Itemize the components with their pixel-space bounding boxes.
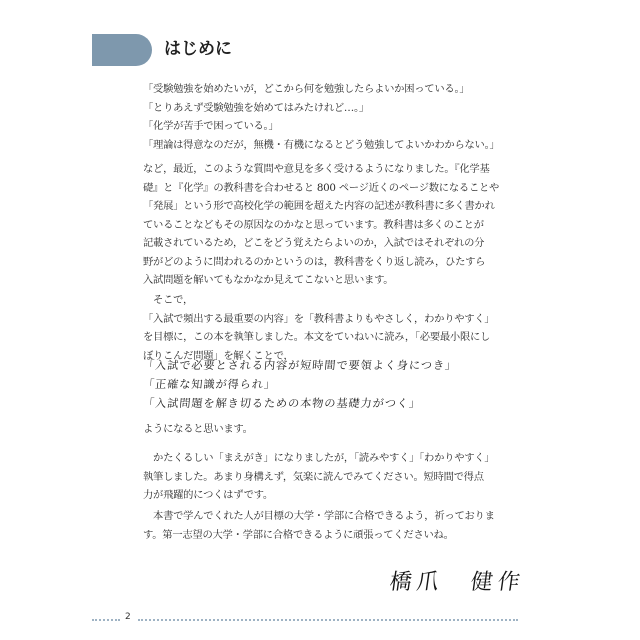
paragraph-line: ようになると思います。 [143, 423, 253, 435]
paragraph-line: 力が飛躍的につくはずです。 [143, 489, 273, 501]
paragraph-line: かたくるしい「まえがき」になりましたが，「読みやすく」「わかりやすく」 [143, 452, 495, 464]
paragraph-line: など，最近，このような質問や意見を多く受けるようになりました。『化学基 [143, 163, 490, 175]
paragraph-purpose [143, 291, 505, 365]
paragraph-line: そこで， [143, 294, 194, 306]
paragraph-line: 「入試で頻出する最重要の内容」を「教科書よりもやさしく，わかりやすく」 [143, 312, 495, 325]
paragraph-line: を目標に，この本を執筆しました。本文をていねいに読み，「必要最小限にし [143, 331, 491, 343]
question-list [143, 80, 505, 154]
paragraph-line: 本書で学んでくれた人が目標の大学・学部に合格できるよう，祈っておりま [143, 510, 495, 522]
paragraph-line: 礎』と『化学』の教科書を合わせると 800 ページ近くのページ数になることや [143, 181, 500, 194]
question-line: 「化学が苦手で困っている。」 [143, 120, 279, 132]
paragraph-line: ぼりこんだ問題」を解くことで， [143, 349, 294, 362]
paragraph-intro [143, 160, 505, 290]
handwritten-line: 「正確な知識が得られ」 [142, 378, 277, 391]
handwritten-line: 「入試問題を解き切るための本物の基礎力がつく」 [142, 397, 422, 410]
paragraph-line: ていることなどもその原因なのかなと思っています。教科書は多くのことが [143, 218, 484, 231]
page-title: はじめに [164, 39, 232, 59]
paragraph-line: 執筆しました。あまり身構えず，気楽に読んでみてください。短時間で得点 [143, 470, 484, 483]
footer-dotted-rule [92, 619, 120, 622]
handwritten-line: 「入試で必要とされる内容が短時間で要領よく身につき」 [142, 359, 458, 372]
footer-dotted-rule [138, 619, 518, 622]
paragraph-reading [143, 449, 505, 505]
paragraph-line: す。第一志望の大学・学部に合格できるように頑張ってくださいね。 [143, 528, 454, 541]
paragraph-line: 記載されているため，どこをどう覚えたらよいのか，入試ではそれぞれの分 [143, 237, 485, 249]
question-line: 「理論は得意なのだが，無機・有機になるとどう勉強してよいかわからない。」 [143, 138, 500, 151]
paragraph-line: 「発展」という形で高校化学の範囲を超えた内容の記述が教科書に多く書かれ [143, 200, 495, 212]
question-line: 「とりあえず受験勉強を始めてはみたけれど…。」 [143, 101, 369, 114]
paragraph-purpose-tail [143, 420, 505, 439]
author-signature: 橋爪 健作 [387, 570, 527, 595]
paragraph-closing [143, 507, 505, 544]
header-accent-tab [92, 34, 152, 66]
page-number: 2 [125, 612, 131, 622]
paragraph-line: 入試問題を解いてもなかなか見えてこないと思います。 [143, 274, 394, 286]
question-line: 「受験勉強を始めたいが，どこから何を勉強したらよいか困っている。」 [143, 83, 470, 95]
handwritten-goals [143, 356, 523, 413]
paragraph-line: 野がどのように問われるのかというのは，教科書をくり返し読み，ひたすら [143, 255, 486, 268]
